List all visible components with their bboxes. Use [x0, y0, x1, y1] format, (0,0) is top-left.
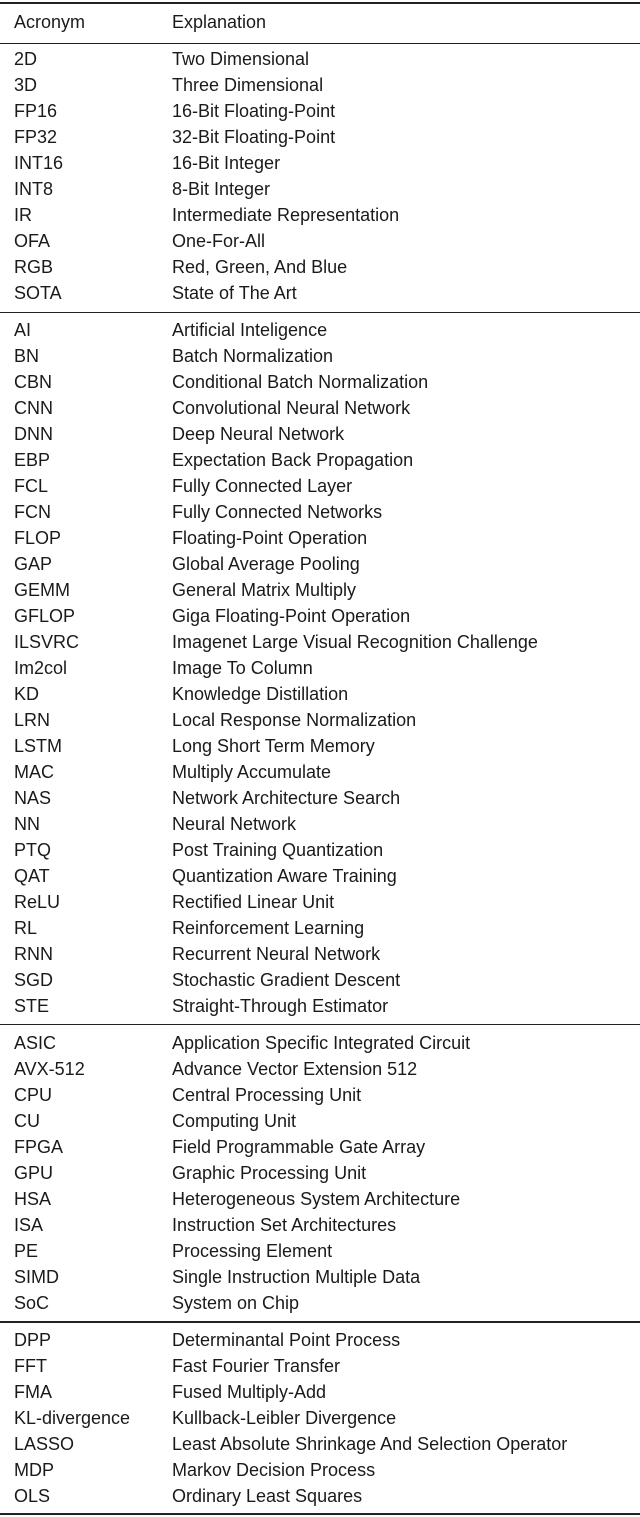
explanation-cell: Rectified Linear Unit: [172, 892, 335, 912]
explanation-cell: Determinantal Point Process: [172, 1330, 401, 1350]
table-row: [0, 343, 640, 369]
explanation-cell: Network Architecture Search: [172, 788, 401, 808]
explanation-cell: Least Absolute Shrinkage And Selection Operator: [172, 1434, 568, 1454]
acronym-cell: INT16: [14, 153, 64, 173]
acronym-cell: GPU: [14, 1163, 54, 1183]
explanation-cell: Quantization Aware Training: [172, 866, 397, 886]
table-row: [0, 447, 640, 473]
acronym-cell: 3D: [14, 75, 38, 95]
table-row: [0, 629, 640, 655]
explanation-cell: Long Short Term Memory: [172, 736, 375, 756]
acronym-cell: KD: [14, 684, 40, 704]
explanation-cell: Imagenet Large Visual Recognition Challenge: [172, 632, 538, 652]
explanation-cell: Red, Green, And Blue: [172, 257, 348, 277]
acronym-cell: DPP: [14, 1330, 52, 1350]
table-row: [0, 681, 640, 707]
table-row: [0, 525, 640, 551]
explanation-cell: Global Average Pooling: [172, 554, 360, 574]
acronym-cell: LRN: [14, 710, 51, 730]
acronym-cell: OFA: [14, 231, 51, 251]
acronym-cell: NAS: [14, 788, 52, 808]
table-row: [0, 280, 640, 306]
acronym-cell: 2D: [14, 49, 38, 69]
acronym-cell: AVX-512: [14, 1059, 85, 1079]
header-acronym: Acronym: [14, 12, 86, 32]
top-rule: [0, 2, 640, 4]
table-row: [0, 759, 640, 785]
acronym-cell: CBN: [14, 372, 53, 392]
table-row: [0, 1379, 640, 1405]
table-row: [0, 176, 640, 202]
table-row: [0, 967, 640, 993]
table-row: [0, 1327, 640, 1353]
table-row: [0, 811, 640, 837]
acronym-cell: FP16: [14, 101, 58, 121]
table-row: [0, 941, 640, 967]
table-row: [0, 915, 640, 941]
table-row: [0, 228, 640, 254]
explanation-cell: Instruction Set Architectures: [172, 1215, 397, 1235]
acronym-cell: INT8: [14, 179, 54, 199]
explanation-cell: Computing Unit: [172, 1111, 297, 1131]
acronym-cell: Im2col: [14, 658, 68, 678]
acronym-cell: KL-divergence: [14, 1408, 131, 1428]
table-row: [0, 603, 640, 629]
acronym-cell: RNN: [14, 944, 53, 964]
table-row: [0, 993, 640, 1019]
table-row: [0, 1431, 640, 1457]
explanation-cell: Heterogeneous System Architecture: [172, 1189, 461, 1209]
acronym-cell: ILSVRC: [14, 632, 80, 652]
section-rule: [0, 1024, 640, 1025]
explanation-cell: General Matrix Multiply: [172, 580, 357, 600]
acronym-cell: SIMD: [14, 1267, 59, 1287]
explanation-cell: Straight-Through Estimator: [172, 996, 389, 1016]
table-row: [0, 1238, 640, 1264]
acronym-cell: PE: [14, 1241, 39, 1261]
explanation-cell: System on Chip: [172, 1293, 300, 1313]
bottom-rule: [0, 1513, 640, 1515]
acronym-cell: GAP: [14, 554, 53, 574]
table-row: [0, 889, 640, 915]
explanation-cell: Advance Vector Extension 512: [172, 1059, 418, 1079]
table-row: [0, 98, 640, 124]
explanation-cell: Giga Floating-Point Operation: [172, 606, 411, 626]
table-row: [0, 577, 640, 603]
explanation-cell: Deep Neural Network: [172, 424, 345, 444]
table-row: [0, 499, 640, 525]
header-rule: [0, 43, 640, 44]
table-row: [0, 863, 640, 889]
acronym-cell: GEMM: [14, 580, 70, 600]
section-rule: [0, 312, 640, 313]
explanation-cell: Fully Connected Networks: [172, 502, 383, 522]
acronym-cell: SOTA: [14, 283, 62, 303]
table-row: [0, 369, 640, 395]
explanation-cell: Fused Multiply-Add: [172, 1382, 327, 1402]
acronym-cell: FP32: [14, 127, 58, 147]
explanation-cell: Application Specific Integrated Circuit: [172, 1033, 471, 1053]
table-row: [0, 254, 640, 280]
explanation-cell: 16-Bit Integer: [172, 153, 281, 173]
explanation-cell: Central Processing Unit: [172, 1085, 362, 1105]
acronym-cell: MDP: [14, 1460, 54, 1480]
explanation-cell: 32-Bit Floating-Point: [172, 127, 336, 147]
table-row: [0, 551, 640, 577]
explanation-cell: Local Response Normalization: [172, 710, 417, 730]
table-row: [0, 1082, 640, 1108]
table-row: [0, 1457, 640, 1483]
explanation-cell: Artificial Inteligence: [172, 320, 328, 340]
explanation-cell: Floating-Point Operation: [172, 528, 368, 548]
table-row: [0, 124, 640, 150]
explanation-cell: Recurrent Neural Network: [172, 944, 381, 964]
acronym-cell: OLS: [14, 1486, 51, 1506]
explanation-cell: Processing Element: [172, 1241, 333, 1261]
acronym-cell: EBP: [14, 450, 51, 470]
table-row: [0, 1108, 640, 1134]
explanation-cell: One-For-All: [172, 231, 266, 251]
table-row: [0, 317, 640, 343]
table-row: [0, 1212, 640, 1238]
acronym-cell: ISA: [14, 1215, 44, 1235]
acronym-cell: AI: [14, 320, 32, 340]
explanation-cell: Fully Connected Layer: [172, 476, 353, 496]
table-row: [0, 837, 640, 863]
explanation-cell: Fast Fourier Transfer: [172, 1356, 341, 1376]
acronym-cell: HSA: [14, 1189, 52, 1209]
explanation-cell: Batch Normalization: [172, 346, 334, 366]
acronym-cell: SoC: [14, 1293, 50, 1313]
explanation-cell: Markov Decision Process: [172, 1460, 376, 1480]
acronym-cell: ASIC: [14, 1033, 57, 1053]
acronym-cell: LSTM: [14, 736, 63, 756]
acronym-cell: FLOP: [14, 528, 62, 548]
table-row: [0, 1405, 640, 1431]
acronym-cell: RGB: [14, 257, 54, 277]
explanation-cell: Ordinary Least Squares: [172, 1486, 363, 1506]
acronym-cell: SGD: [14, 970, 54, 990]
explanation-cell: Convolutional Neural Network: [172, 398, 411, 418]
explanation-cell: Conditional Batch Normalization: [172, 372, 429, 392]
table-row: [0, 150, 640, 176]
explanation-cell: Intermediate Representation: [172, 205, 400, 225]
acronym-cell: STE: [14, 996, 50, 1016]
table-row: [0, 1030, 640, 1056]
explanation-cell: Stochastic Gradient Descent: [172, 970, 401, 990]
table-row: [0, 785, 640, 811]
explanation-cell: Reinforcement Learning: [172, 918, 365, 938]
explanation-cell: Field Programmable Gate Array: [172, 1137, 426, 1157]
acronym-cell: PTQ: [14, 840, 52, 860]
explanation-cell: Neural Network: [172, 814, 297, 834]
acronym-cell: FCN: [14, 502, 51, 522]
section-rule: [0, 1321, 640, 1323]
table-row: [0, 1290, 640, 1316]
acronym-cell: GFLOP: [14, 606, 76, 626]
table-row: [0, 1483, 640, 1509]
explanation-cell: Knowledge Distillation: [172, 684, 349, 704]
acronym-cell: MAC: [14, 762, 54, 782]
explanation-cell: Two Dimensional: [172, 49, 310, 69]
acronym-cell: ReLU: [14, 892, 61, 912]
explanation-cell: Image To Column: [172, 658, 313, 678]
acronym-cell: RL: [14, 918, 38, 938]
acronym-cell: FFT: [14, 1356, 47, 1376]
explanation-cell: 16-Bit Floating-Point: [172, 101, 336, 121]
table-row: [0, 733, 640, 759]
table-row: [0, 72, 640, 98]
acronym-cell: FMA: [14, 1382, 52, 1402]
explanation-cell: Three Dimensional: [172, 75, 324, 95]
acronym-cell: CPU: [14, 1085, 53, 1105]
table-row: [0, 421, 640, 447]
explanation-cell: Graphic Processing Unit: [172, 1163, 367, 1183]
explanation-cell: Multiply Accumulate: [172, 762, 332, 782]
acronym-cell: FCL: [14, 476, 49, 496]
table-row: [0, 473, 640, 499]
table-row: [0, 1056, 640, 1082]
explanation-cell: Post Training Quantization: [172, 840, 384, 860]
explanation-cell: Kullback-Leibler Divergence: [172, 1408, 397, 1428]
explanation-cell: 8-Bit Integer: [172, 179, 271, 199]
header-explanation: Explanation: [172, 12, 267, 32]
acronym-cell: NN: [14, 814, 40, 834]
table-row: [0, 1264, 640, 1290]
explanation-cell: Expectation Back Propagation: [172, 450, 414, 470]
table-row: [0, 1353, 640, 1379]
table-row: [0, 46, 640, 72]
table-row: [0, 202, 640, 228]
acronym-cell: DNN: [14, 424, 53, 444]
acronym-cell: CU: [14, 1111, 40, 1131]
table-row: [0, 1186, 640, 1212]
acronym-cell: CNN: [14, 398, 53, 418]
table-row: [0, 655, 640, 681]
acronym-cell: IR: [14, 205, 32, 225]
acronym-cell: QAT: [14, 866, 50, 886]
table-row: [0, 1160, 640, 1186]
acronym-cell: BN: [14, 346, 40, 366]
table-row: [0, 707, 640, 733]
acronym-cell: LASSO: [14, 1434, 75, 1454]
table-row: [0, 1134, 640, 1160]
explanation-cell: State of The Art: [172, 283, 297, 303]
table-header: [0, 9, 640, 35]
acronym-cell: FPGA: [14, 1137, 64, 1157]
explanation-cell: Single Instruction Multiple Data: [172, 1267, 421, 1287]
table-row: [0, 395, 640, 421]
